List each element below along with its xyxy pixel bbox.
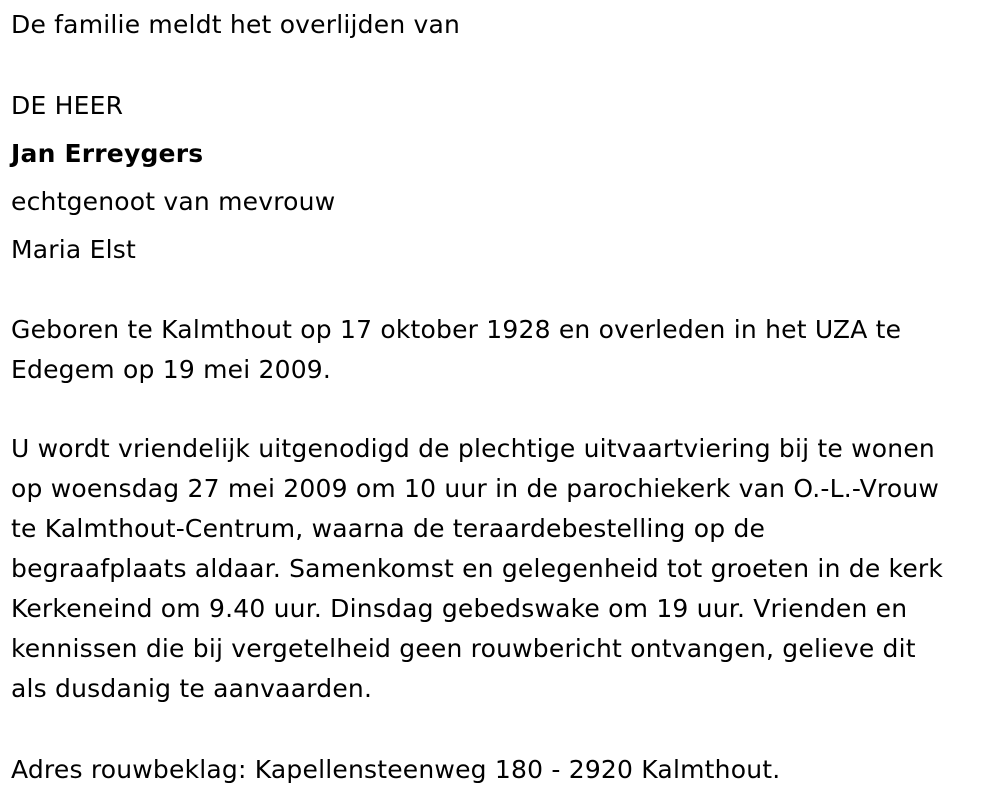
ceremony-line: begraafplaats aldaar. Samenkomst en gelegenheid tot groeten in de kerk (11, 554, 944, 583)
spouse-name: Maria Elst (11, 235, 136, 264)
ceremony-line: kennissen die bij vergetelheid geen rouwbericht ontvangen, gelieve dit (11, 634, 916, 663)
birth-death-paragraph (11, 310, 996, 390)
salutation: DE HEER (11, 91, 124, 120)
birth-death-line: Geboren te Kalmthout op 17 oktober 1928 en overleden in het UZA te (11, 315, 902, 344)
ceremony-line: te Kalmthout-Centrum, waarna de teraardebestelling op de (11, 514, 766, 543)
ceremony-line: op woensdag 27 mei 2009 om 10 uur in de parochiekerk van O.-L.-Vrouw (11, 474, 940, 503)
relation-line: echtgenoot van mevrouw (11, 187, 336, 216)
ceremony-paragraph (11, 429, 996, 709)
ceremony-line: als dusdanig te aanvaarden. (11, 674, 373, 703)
deceased-name: Jan Erreygers (11, 139, 204, 168)
birth-death-line: Edegem op 19 mei 2009. (11, 355, 332, 384)
ceremony-line: Kerkeneind om 9.40 uur. Dinsdag gebedswake om 19 uur. Vrienden en (11, 594, 908, 623)
intro-line: De familie meldt het overlijden van (11, 10, 461, 39)
address-line: Adres rouwbeklag: Kapellensteenweg 180 - 2920 Kalmthout. (11, 755, 781, 784)
ceremony-line: U wordt vriendelijk uitgenodigd de plechtige uitvaartviering bij te wonen (11, 434, 935, 463)
